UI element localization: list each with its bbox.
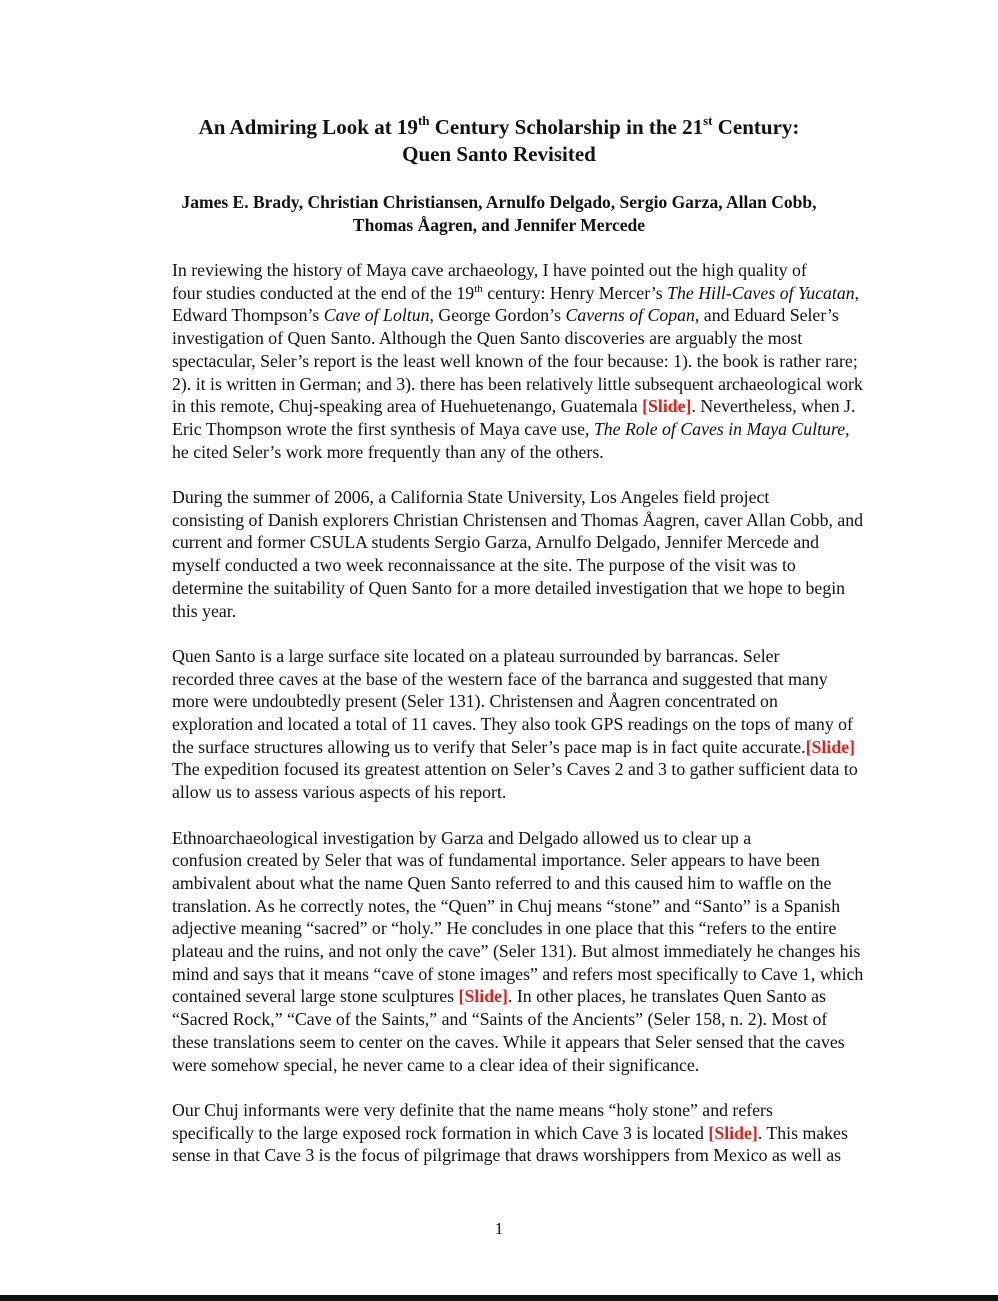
- slide-marker: [Slide]: [805, 736, 856, 757]
- document-body: [113, 259, 885, 1190]
- text-line: Eric Thompson wrote the first synthesis of Maya cave use, The Role of Caves in Maya Culture,: [172, 418, 850, 439]
- text-line: Quen Santo is a large surface site located on a plateau surrounded by barrancas. Seler: [172, 645, 780, 666]
- text-line: current and former CSULA students Sergio Garza, Arnulfo Delgado, Jennifer Mercede and: [172, 532, 820, 553]
- text-line: in this remote, Chuj-speaking area of Huehuetenango, Guatemala [Slide]. Nevertheless, when J.: [172, 396, 856, 417]
- text-line: During the summer of 2006, a California State University, Los Angeles field project: [172, 487, 770, 508]
- text-line: adjective meaning “sacred” or “holy.” He concludes in one place that this “refers to the entire: [172, 918, 837, 939]
- slide-marker: [Slide]: [642, 396, 692, 417]
- paragraph-4: [113, 827, 885, 1077]
- text-line: ambivalent about what the name Quen Santo referred to and this caused him to waffle on the: [172, 872, 832, 893]
- text-line: plateau and the ruins, and not only the cave” (Seler 131). But almost immediately he changes his: [172, 941, 861, 962]
- text-line: specifically to the large exposed rock formation in which Cave 3 is located [Slide]. This makes: [172, 1122, 848, 1143]
- text-line: Our Chuj informants were very definite that the name means “holy stone” and refers: [172, 1099, 773, 1120]
- author-line-2: Thomas Åagren, and Jennifer Mercede: [352, 215, 646, 235]
- page-number: 1: [494, 1219, 504, 1238]
- text-line: Ethnoarchaeological investigation by Garza and Delgado allowed us to clear up a: [172, 827, 752, 848]
- text-line: recorded three caves at the base of the western face of the barranca and suggested that many: [172, 668, 828, 689]
- slide-marker: [Slide]: [708, 1122, 758, 1143]
- text-line: mind and says that it means “cave of stone images” and refers most specifically to Cave 1, which: [172, 963, 864, 984]
- text-line: spectacular, Seler’s report is the least well known of the four because: 1). the book is rather rare;: [172, 350, 858, 371]
- paragraph-2: [113, 486, 885, 622]
- text-line: these translations seem to center on the caves. While it appears that Seler sensed that the caves: [172, 1031, 845, 1052]
- text-line: translation. As he correctly notes, the “Quen” in Chuj means “stone” and “Santo” is a Spanish: [172, 895, 841, 916]
- work-title: The Hill-Caves of Yucatan: [667, 282, 855, 303]
- document-title: [100, 114, 898, 168]
- text-line: The expedition focused its greatest attention on Seler’s Caves 2 and 3 to gather sufficient data to: [172, 759, 858, 780]
- page-bottom-border: [0, 1295, 998, 1301]
- text-line: investigation of Quen Santo. Although the Quen Santo discoveries are arguably the most: [172, 328, 803, 349]
- text-line: sense in that Cave 3 is the focus of pilgrimage that draws worshippers from Mexico as well as: [172, 1145, 842, 1166]
- slide-marker: [Slide]: [458, 986, 508, 1007]
- title-line-2: Quen Santo Revisited: [402, 142, 596, 166]
- text-line: determine the suitability of Quen Santo for a more detailed investigation that we hope to begin: [172, 577, 846, 598]
- text-line: the surface structures allowing us to verify that Seler’s pace map is in fact quite accurate.[Slide]: [172, 736, 856, 757]
- title-line-1: An Admiring Look at 19th Century Scholarship in the 21st Century:: [198, 113, 800, 139]
- text-line: more were undoubtedly present (Seler 131). Christensen and Åagren concentrated on: [172, 691, 778, 712]
- paragraph-1: [113, 259, 885, 463]
- text-line: In reviewing the history of Maya cave archaeology, I have pointed out the high quality of: [172, 260, 807, 280]
- work-title: Cave of Loltun: [323, 305, 430, 326]
- text-line: were somehow special, he never came to a clear idea of their significance.: [172, 1054, 700, 1075]
- text-line: four studies conducted at the end of the 19th century: Henry Mercer’s The Hill-Caves of Yucatan,: [172, 282, 860, 303]
- text-line: exploration and located a total of 11 caves. They also took GPS readings on the tops of many of: [172, 714, 853, 735]
- text-line: 2). it is written in German; and 3). there has been relatively little subsequent archaeological work: [172, 373, 863, 394]
- text-line: Edward Thompson’s Cave of Loltun, George Gordon’s Caverns of Copan, and Eduard Seler’s: [172, 305, 839, 326]
- text-line: confusion created by Seler that was of fundamental importance. Seler appears to have been: [172, 850, 820, 871]
- text-line: he cited Seler’s work more frequently than any of the others.: [172, 441, 604, 462]
- work-title: The Role of Caves in Maya Culture: [593, 418, 846, 439]
- work-title: Caverns of Copan: [565, 305, 695, 326]
- author-line-1: James E. Brady, Christian Christiansen, Arnulfo Delgado, Sergio Garza, Allan Cobb,: [181, 192, 817, 212]
- text-line: “Sacred Rock,” “Cave of the Saints,” and “Saints of the Ancients” (Seler 158, n. 2). Most of: [172, 1009, 828, 1030]
- text-line: contained several large stone sculptures [Slide]. In other places, he translates Quen Santo as: [172, 986, 826, 1007]
- text-line: this year.: [172, 600, 237, 621]
- text-line: myself conducted a two week reconnaissance at the site. The purpose of the visit was to: [172, 555, 796, 576]
- paragraph-3: [113, 645, 885, 804]
- author-list: [100, 191, 898, 237]
- text-line: allow us to assess various aspects of his report.: [172, 782, 507, 803]
- paragraph-5: [113, 1099, 885, 1167]
- text-line: consisting of Danish explorers Christian Christensen and Thomas Åagren, caver Allan Cobb, and: [172, 509, 864, 530]
